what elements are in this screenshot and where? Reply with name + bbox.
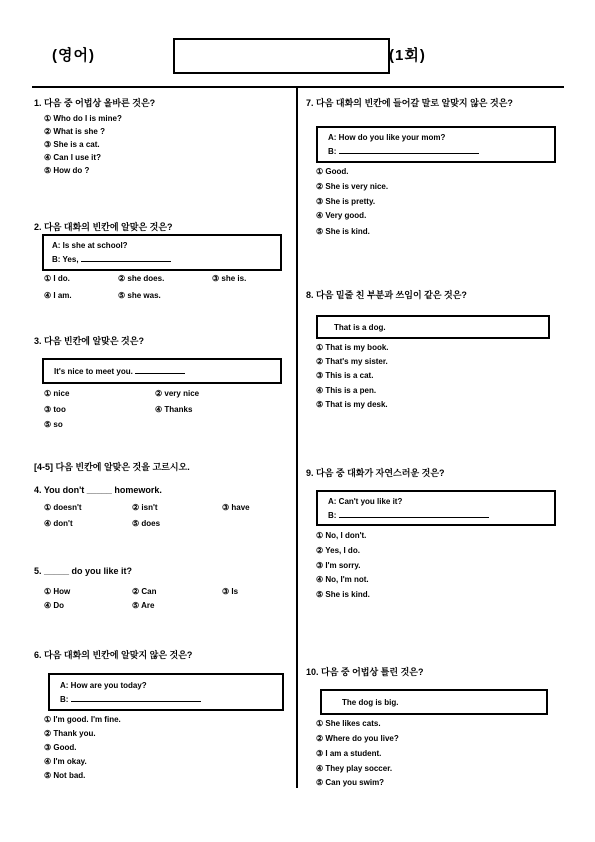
q2-answer-blank xyxy=(81,261,171,262)
q7-stem: 7. 다음 대화의 빈칸에 들어갈 말로 알맞지 않은 것은? xyxy=(306,98,513,108)
q3-stem: 3. 다음 빈칸에 알맞은 것은? xyxy=(34,336,144,346)
q9-answer-blank xyxy=(339,517,489,518)
q6-option-1[interactable]: ① I'm good. I'm fine. xyxy=(44,715,121,724)
round-label: (1회) xyxy=(389,47,426,64)
q7-option-4[interactable]: ④ Very good. xyxy=(316,211,367,220)
q5-stem: 5. _____ do you like it? xyxy=(34,566,133,576)
q8-option-2[interactable]: ② That's my sister. xyxy=(316,357,388,366)
q7-dialog-box xyxy=(316,126,556,163)
q1-stem: 1. 다음 중 어법상 올바른 것은? xyxy=(34,98,156,108)
q8-stem: 8. 다음 밑줄 친 부분과 쓰임이 같은 것은? xyxy=(306,290,467,300)
q6-stem: 6. 다음 대화의 빈칸에 알맞지 않은 것은? xyxy=(34,650,193,660)
q6-option-2[interactable]: ② Thank you. xyxy=(44,729,96,738)
q5-option-2[interactable]: ② Can xyxy=(132,587,157,596)
q4-option-2[interactable]: ② isn't xyxy=(132,503,158,512)
q9-option-1[interactable]: ① No, I don't. xyxy=(316,531,367,540)
q10-option-1[interactable]: ① She likes cats. xyxy=(316,719,381,728)
q5-option-4[interactable]: ④ Do xyxy=(44,601,65,610)
header-divider xyxy=(32,86,564,88)
q2-option-5[interactable]: ⑤ she was. xyxy=(118,291,161,300)
q10-box-text: The dog is big. xyxy=(342,698,399,707)
q3-option-4[interactable]: ④ Thanks xyxy=(155,405,193,414)
q7-option-1[interactable]: ① Good. xyxy=(316,167,349,176)
q2-option-4[interactable]: ④ I am. xyxy=(44,291,72,300)
q4-option-5[interactable]: ⑤ does xyxy=(132,519,161,528)
q3-option-1[interactable]: ① nice xyxy=(44,389,70,398)
q10-option-5[interactable]: ⑤ Can you swim? xyxy=(316,778,385,787)
q6-dialog-box xyxy=(48,673,284,711)
q9-dialog-a: A: Can't you like it? xyxy=(328,497,403,506)
q2-dialog-b: B: Yes, xyxy=(52,255,79,264)
q7-option-2[interactable]: ② She is very nice. xyxy=(316,182,389,191)
q6-answer-blank xyxy=(71,701,201,702)
q9-option-4[interactable]: ④ No, I'm not. xyxy=(316,575,369,584)
q4-option-4[interactable]: ④ don't xyxy=(44,519,73,528)
q6-option-3[interactable]: ③ Good. xyxy=(44,743,77,752)
q1-option-3[interactable]: ③ She is a cat. xyxy=(44,140,100,149)
q8-box xyxy=(316,315,550,339)
q5-option-3[interactable]: ③ Is xyxy=(222,587,239,596)
q7-dialog-a: A: How do you like your mom? xyxy=(328,133,446,142)
q9-dialog-b: B: xyxy=(328,511,337,520)
q8-box-text: That is a dog. xyxy=(334,323,386,332)
q9-option-3[interactable]: ③ I'm sorry. xyxy=(316,561,361,570)
q9-dialog-box xyxy=(316,490,556,526)
q2-option-1[interactable]: ① I do. xyxy=(44,274,70,283)
q8-option-4[interactable]: ④ This is a pen. xyxy=(316,386,377,395)
q10-box xyxy=(320,689,548,715)
q5-option-5[interactable]: ⑤ Are xyxy=(132,601,155,610)
q2-dialog-box xyxy=(42,234,282,271)
q2-option-2[interactable]: ② she does. xyxy=(118,274,165,283)
q1-option-2[interactable]: ② What is she ? xyxy=(44,127,105,136)
q2-dialog-a: A: Is she at school? xyxy=(52,241,128,250)
q9-stem: 9. 다음 중 대화가 자연스러운 것은? xyxy=(306,468,445,478)
q7-dialog-b: B: xyxy=(328,147,337,156)
q10-stem: 10. 다음 중 어법상 틀린 것은? xyxy=(306,667,424,677)
q7-answer-blank xyxy=(339,153,479,154)
q8-option-1[interactable]: ① That is my book. xyxy=(316,343,389,352)
q6-dialog-a: A: How are you today? xyxy=(60,681,147,690)
q4-option-1[interactable]: ① doesn't xyxy=(44,503,82,512)
q10-option-3[interactable]: ③ I am a student. xyxy=(316,749,382,758)
q4-option-3[interactable]: ③ have xyxy=(222,503,250,512)
q3-option-3[interactable]: ③ too xyxy=(44,405,66,414)
q4-stem: 4. You don't _____ homework. xyxy=(34,485,162,495)
q8-option-5[interactable]: ⑤ That is my desk. xyxy=(316,400,388,409)
q1-option-1[interactable]: ① Who do I is mine? xyxy=(44,114,122,123)
q2-option-3[interactable]: ③ she is. xyxy=(212,274,247,283)
q3-box-text: It's nice to meet you. xyxy=(54,367,133,376)
q3-option-2[interactable]: ② very nice xyxy=(155,389,200,398)
q6-option-4[interactable]: ④ I'm okay. xyxy=(44,757,87,766)
q7-option-3[interactable]: ③ She is pretty. xyxy=(316,197,376,206)
q10-option-4[interactable]: ④ They play soccer. xyxy=(316,764,393,773)
q3-option-5[interactable]: ⑤ so xyxy=(44,420,63,429)
column-divider xyxy=(296,88,298,788)
q9-option-5[interactable]: ⑤ She is kind. xyxy=(316,590,370,599)
q10-option-2[interactable]: ② Where do you live? xyxy=(316,734,399,743)
q6-dialog-b: B: xyxy=(60,695,69,704)
q7-option-5[interactable]: ⑤ She is kind. xyxy=(316,227,370,236)
q5-option-1[interactable]: ① How xyxy=(44,587,71,596)
q1-option-4[interactable]: ④ Can I use it? xyxy=(44,153,101,162)
q1-option-5[interactable]: ⑤ How do ? xyxy=(44,166,90,175)
name-box[interactable] xyxy=(173,38,390,74)
q6-option-5[interactable]: ⑤ Not bad. xyxy=(44,771,86,780)
q45-stem: [4-5] 다음 빈칸에 알맞은 것을 고르시오. xyxy=(34,462,190,472)
subject-label: (영어) xyxy=(52,47,95,64)
q9-option-2[interactable]: ② Yes, I do. xyxy=(316,546,360,555)
q2-stem: 2. 다음 대화의 빈칸에 알맞은 것은? xyxy=(34,222,173,232)
q8-option-3[interactable]: ③ This is a cat. xyxy=(316,371,374,380)
q3-box xyxy=(42,358,282,384)
q3-blank xyxy=(135,373,185,374)
